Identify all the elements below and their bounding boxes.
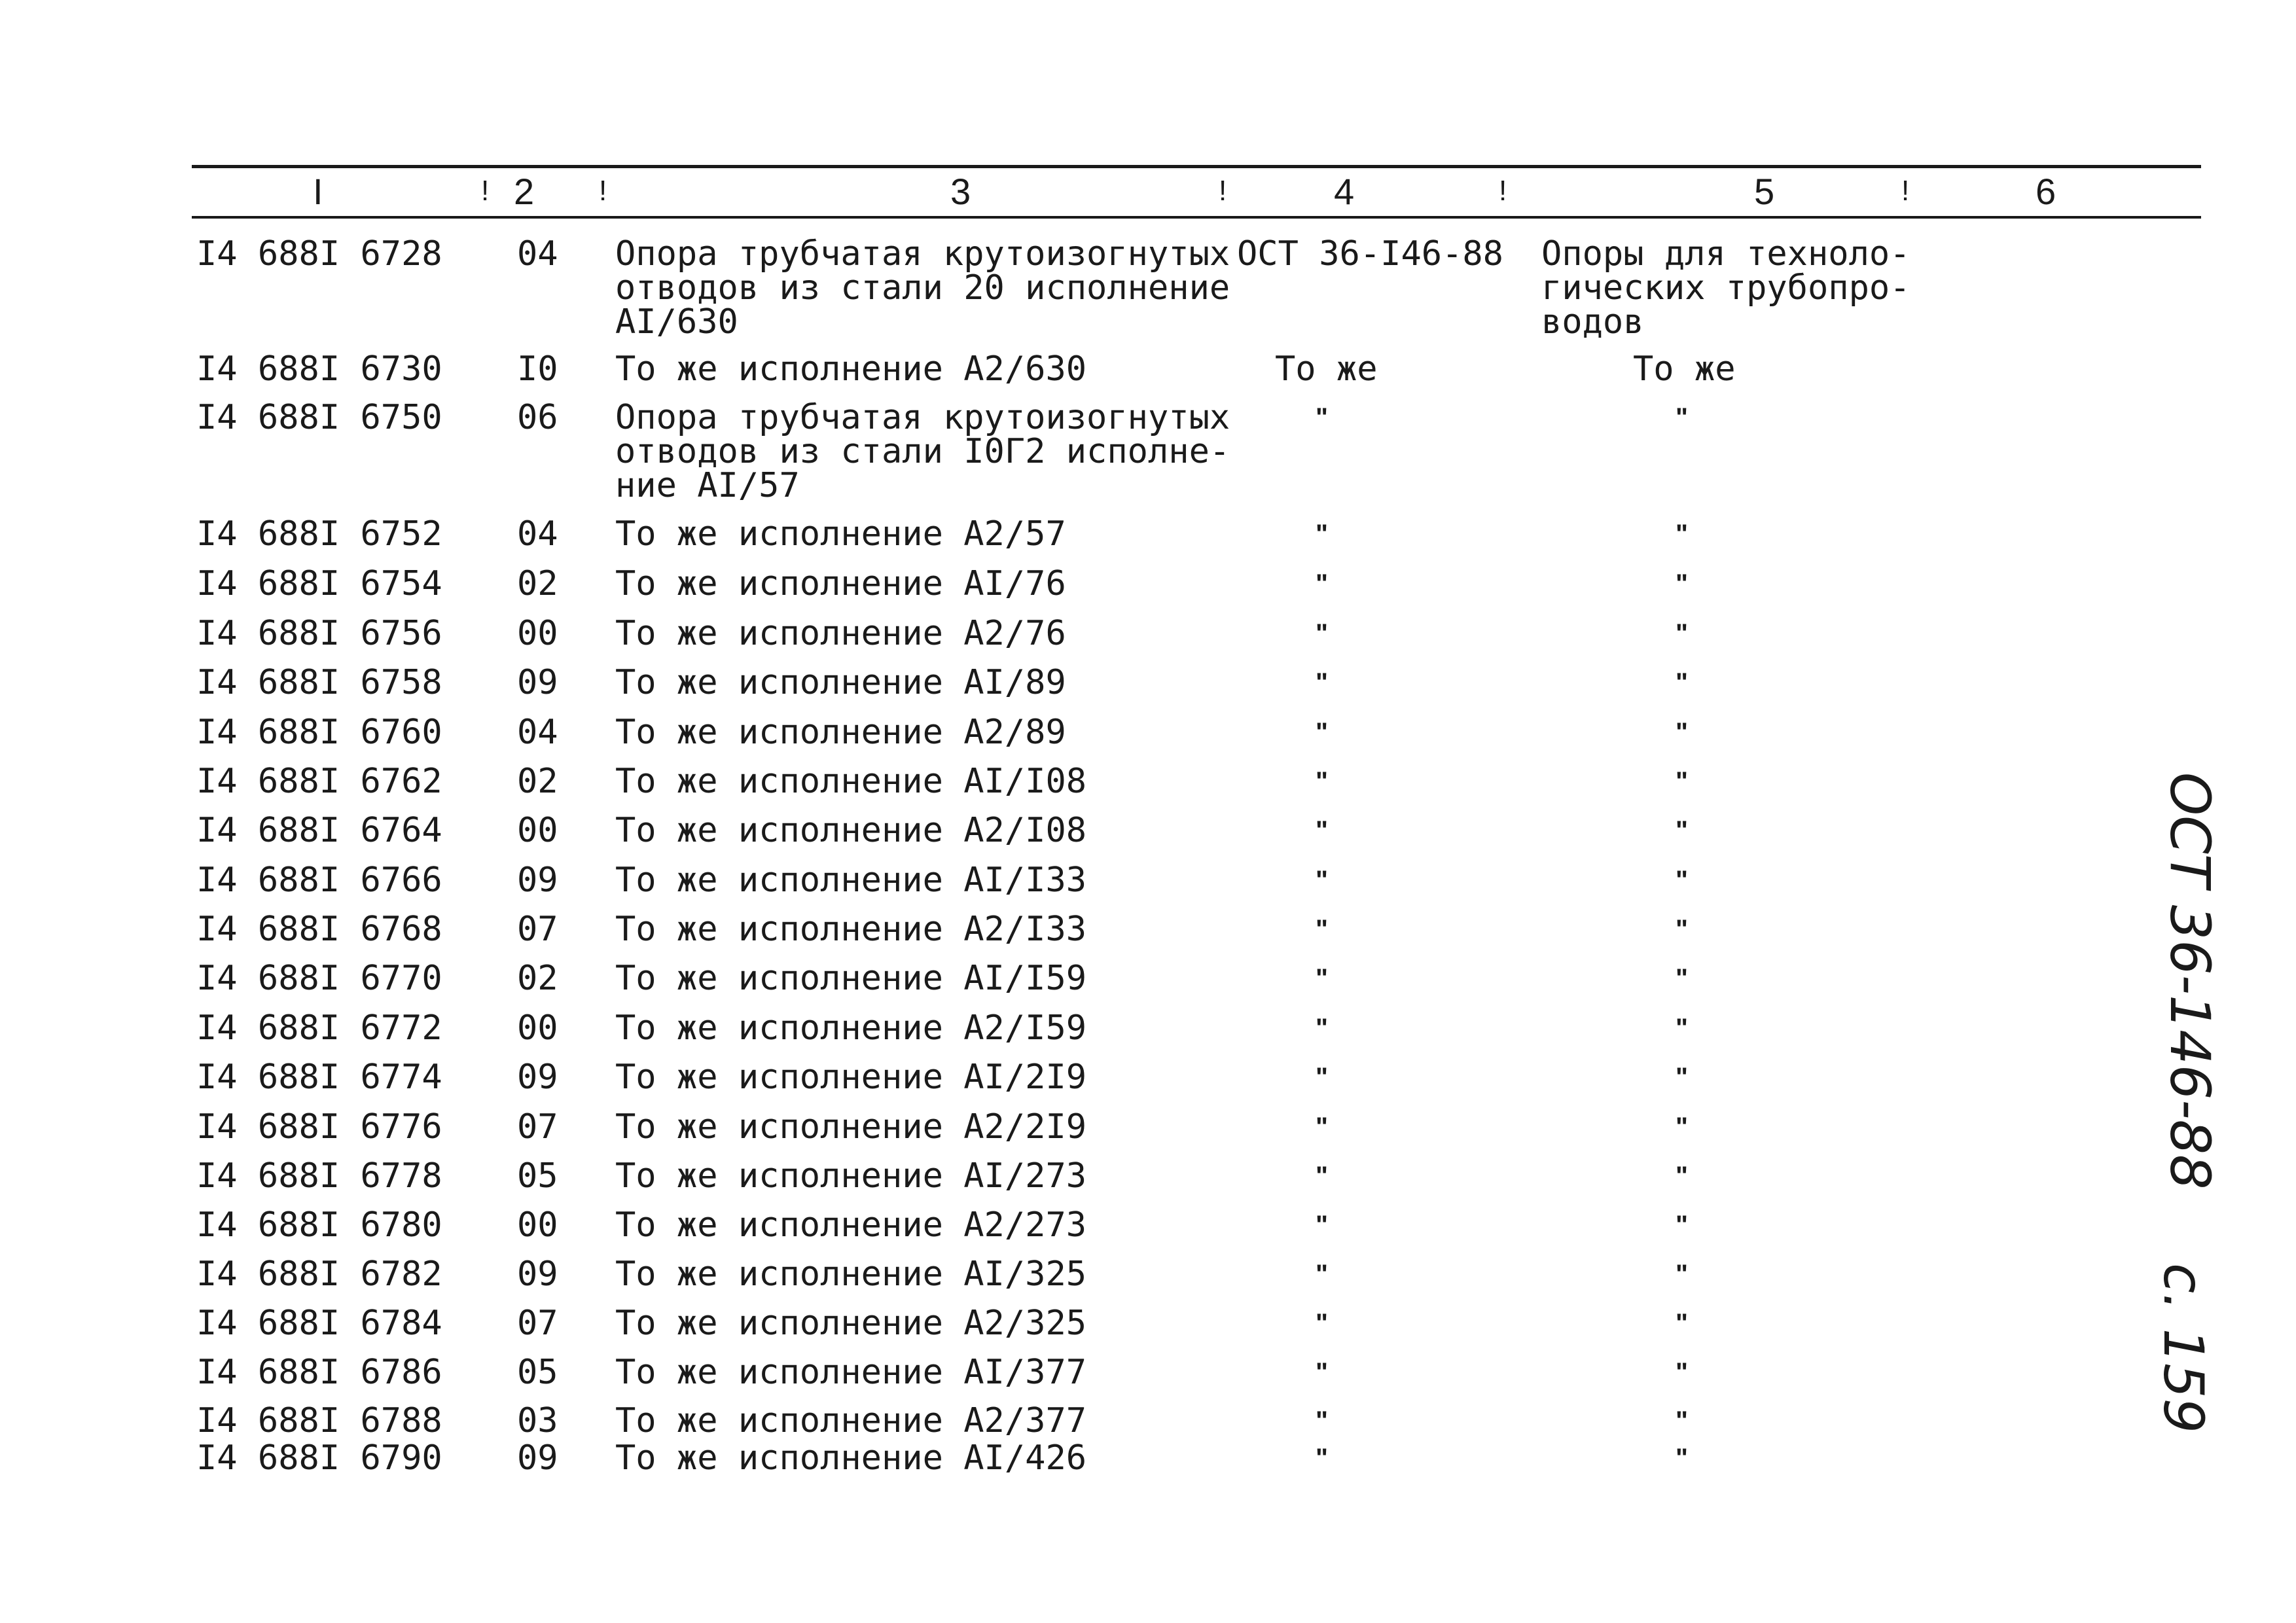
header-col-1: I (313, 171, 323, 212)
item-group: " (1676, 569, 1688, 598)
check-digits: 07 (517, 1107, 558, 1147)
item-name: То же исполнение AI/426 (615, 1438, 1087, 1478)
standard-ref: " (1316, 403, 1328, 432)
item-code: I4 688I 6764 (196, 811, 442, 850)
item-code: I4 688I 6728 (196, 234, 442, 274)
standard-ref: То же (1275, 349, 1378, 389)
check-digits: 09 (517, 861, 558, 900)
item-group: " (1676, 1309, 1688, 1338)
item-group: То же (1633, 349, 1736, 389)
item-code: I4 688I 6782 (196, 1255, 442, 1294)
item-code: I4 688I 6750 (196, 398, 442, 437)
standard-ref: " (1316, 1309, 1328, 1338)
standard-ref: ОСТ 36-I46-88 (1237, 234, 1503, 274)
item-name: То же исполнение A2/2I9 (615, 1107, 1087, 1147)
item-code: I4 688I 6760 (196, 713, 442, 752)
item-group: " (1676, 1162, 1688, 1190)
header-separator: ǃ (1499, 175, 1507, 207)
item-group: " (1676, 767, 1688, 796)
header-separator: ǃ (1219, 175, 1227, 207)
check-digits: 02 (517, 959, 558, 998)
item-code: I4 688I 6776 (196, 1107, 442, 1147)
item-name: То же исполнение A2/57 (615, 514, 1066, 554)
item-name: Опора трубчатая крутоизогнутых отводов из стали I0Г2 исполне- ние AI/57 (615, 398, 1230, 505)
check-digits: 09 (517, 1438, 558, 1478)
standard-ref: " (1316, 1260, 1328, 1289)
item-code: I4 688I 6730 (196, 349, 442, 389)
check-digits: 00 (517, 614, 558, 653)
item-code: I4 688I 6778 (196, 1156, 442, 1196)
item-name: Опора трубчатая крутоизогнутых отводов из стали 20 исполнение AI/630 (615, 234, 1230, 342)
check-digits: 06 (517, 398, 558, 437)
header-col-3: 3 (950, 171, 971, 212)
item-name: То же исполнение AI/89 (615, 663, 1066, 702)
header-col-5: 5 (1754, 171, 1775, 212)
item-name: То же исполнение AI/377 (615, 1353, 1087, 1392)
item-name: То же исполнение AI/76 (615, 564, 1066, 603)
item-group: " (1676, 619, 1688, 648)
check-digits: 05 (517, 1353, 558, 1392)
item-name: То же исполнение A2/630 (615, 349, 1087, 389)
item-name: То же исполнение AI/I33 (615, 861, 1087, 900)
standard-ref: " (1316, 1113, 1328, 1141)
item-name: То же исполнение A2/I33 (615, 910, 1087, 949)
check-digits: 09 (517, 1058, 558, 1097)
standard-ref: " (1316, 915, 1328, 944)
check-digits: 03 (517, 1401, 558, 1440)
check-digits: 05 (517, 1156, 558, 1196)
check-digits: 00 (517, 1008, 558, 1048)
item-code: I4 688I 6752 (196, 514, 442, 554)
margin-standard-number: ОСТ 36-146-88 (2158, 772, 2222, 1190)
item-code: I4 688I 6774 (196, 1058, 442, 1097)
item-name: То же исполнение A2/I08 (615, 811, 1087, 850)
check-digits: 09 (517, 663, 558, 702)
item-name: То же исполнение AI/I59 (615, 959, 1087, 998)
standard-ref: " (1316, 1406, 1328, 1435)
standard-ref: " (1316, 816, 1328, 845)
item-name: То же исполнение A2/325 (615, 1304, 1087, 1343)
check-digits: 04 (517, 713, 558, 752)
standard-ref: " (1316, 718, 1328, 747)
item-group: " (1676, 1358, 1688, 1387)
margin-page-number: с. 159 (2151, 1263, 2215, 1433)
item-group: " (1676, 1444, 1688, 1472)
item-group: " (1676, 1211, 1688, 1240)
header-col-2: 2 (514, 171, 535, 212)
item-group: " (1676, 668, 1688, 697)
item-name: То же исполнение AI/I08 (615, 762, 1087, 801)
standard-ref: " (1316, 1063, 1328, 1092)
item-group: " (1676, 1406, 1688, 1435)
standard-ref: " (1316, 520, 1328, 548)
item-code: I4 688I 6756 (196, 614, 442, 653)
standard-ref: " (1316, 1211, 1328, 1240)
item-group: Опоры для техноло- гических трубопро- водов (1541, 234, 1910, 342)
item-group: " (1676, 1063, 1688, 1092)
item-code: I4 688I 6770 (196, 959, 442, 998)
standard-ref: " (1316, 964, 1328, 993)
standard-ref: " (1316, 668, 1328, 697)
item-code: I4 688I 6758 (196, 663, 442, 702)
item-group: " (1676, 520, 1688, 548)
check-digits: 00 (517, 811, 558, 850)
table-header-rule (192, 216, 2201, 219)
header-col-4: 4 (1334, 171, 1355, 212)
item-name: То же исполнение A2/273 (615, 1205, 1087, 1245)
item-group: " (1676, 1260, 1688, 1289)
table-top-rule (192, 165, 2201, 168)
item-code: I4 688I 6784 (196, 1304, 442, 1343)
check-digits: 09 (517, 1255, 558, 1294)
check-digits: 04 (517, 514, 558, 554)
standard-ref: " (1316, 866, 1328, 895)
item-name: То же исполнение AI/273 (615, 1156, 1087, 1196)
check-digits: I0 (517, 349, 558, 389)
check-digits: 07 (517, 1304, 558, 1343)
item-group: " (1676, 964, 1688, 993)
check-digits: 02 (517, 762, 558, 801)
item-code: I4 688I 6780 (196, 1205, 442, 1245)
check-digits: 00 (517, 1205, 558, 1245)
item-code: I4 688I 6762 (196, 762, 442, 801)
item-name: То же исполнение A2/76 (615, 614, 1066, 653)
standard-ref: " (1316, 1014, 1328, 1043)
standard-ref: " (1316, 569, 1328, 598)
item-code: I4 688I 6766 (196, 861, 442, 900)
header-col-6: 6 (2036, 171, 2056, 212)
header-separator: ǃ (599, 175, 607, 207)
item-code: I4 688I 6768 (196, 910, 442, 949)
item-group: " (1676, 718, 1688, 747)
header-separator: ǃ (1901, 175, 1910, 207)
item-group: " (1676, 816, 1688, 845)
item-group: " (1676, 1113, 1688, 1141)
item-name: То же исполнение AI/2I9 (615, 1058, 1087, 1097)
item-name: То же исполнение A2/89 (615, 713, 1066, 752)
item-name: То же исполнение AI/325 (615, 1255, 1087, 1294)
item-code: I4 688I 6788 (196, 1401, 442, 1440)
standard-ref: " (1316, 619, 1328, 648)
check-digits: 04 (517, 234, 558, 274)
item-name: То же исполнение A2/377 (615, 1401, 1087, 1440)
item-code: I4 688I 6754 (196, 564, 442, 603)
item-group: " (1676, 866, 1688, 895)
item-group: " (1676, 915, 1688, 944)
standard-ref: " (1316, 1444, 1328, 1472)
header-separator: ǃ (481, 175, 490, 207)
item-code: I4 688I 6790 (196, 1438, 442, 1478)
standard-ref: " (1316, 767, 1328, 796)
item-group: " (1676, 403, 1688, 432)
item-name: То же исполнение A2/I59 (615, 1008, 1087, 1048)
item-group: " (1676, 1014, 1688, 1043)
check-digits: 02 (517, 564, 558, 603)
check-digits: 07 (517, 910, 558, 949)
item-code: I4 688I 6786 (196, 1353, 442, 1392)
standard-ref: " (1316, 1358, 1328, 1387)
standard-ref: " (1316, 1162, 1328, 1190)
item-code: I4 688I 6772 (196, 1008, 442, 1048)
